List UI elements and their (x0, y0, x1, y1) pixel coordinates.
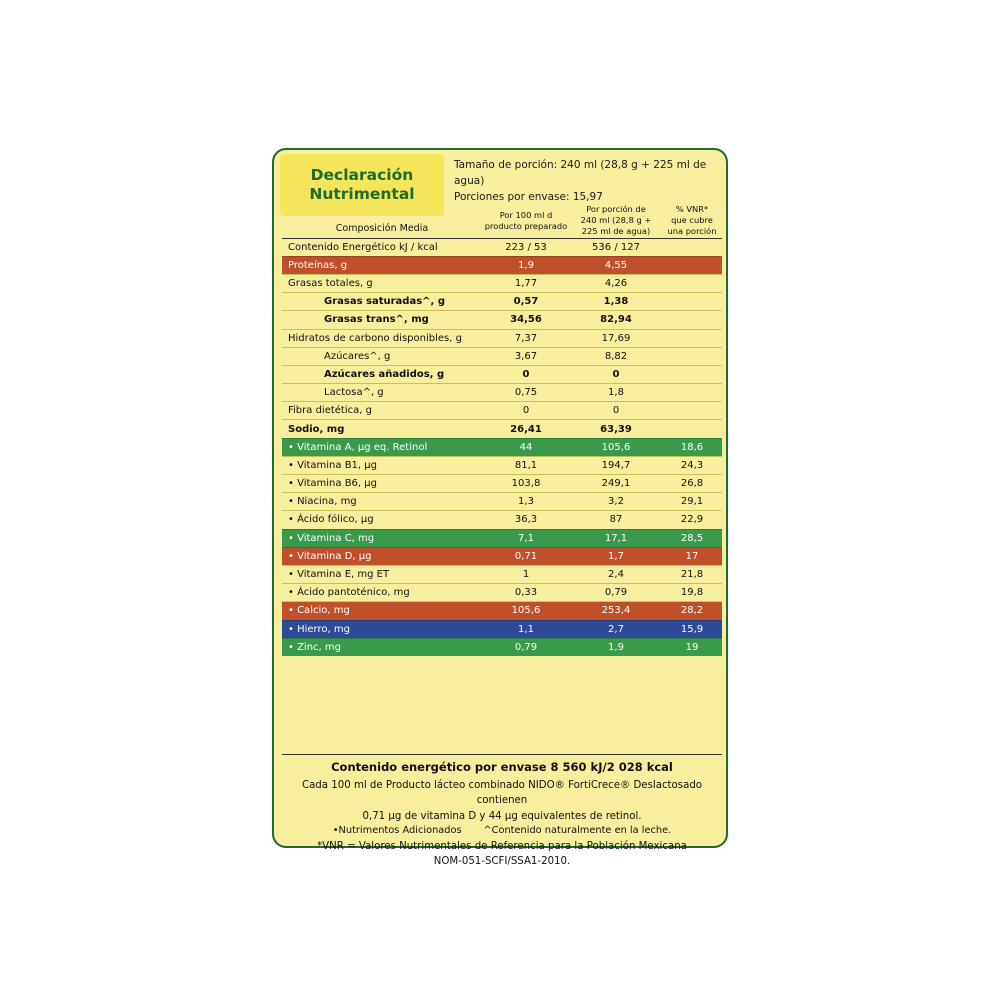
row-value-a: 1,1 (482, 620, 570, 638)
row-value-b: 1,9 (570, 638, 662, 656)
table-row (282, 565, 722, 583)
table-row (282, 329, 722, 347)
row-label: • Calcio, mg (282, 602, 482, 620)
total-energy: Contenido energético por envase 8 560 kJ/2 028 kcal (282, 754, 722, 774)
serving-size: Tamaño de porción: 240 ml (28,8 g + 225 ml de agua) (454, 159, 707, 187)
row-value-b: 105,6 (570, 438, 662, 456)
header-per-100ml-line1: Por 100 ml d (499, 209, 553, 220)
row-value-b: 4,55 (570, 256, 662, 274)
row-value-b: 2,7 (570, 620, 662, 638)
row-value-a: 36,3 (482, 511, 570, 529)
row-label: • Vitamina A, µg eq. Retinol (282, 438, 482, 456)
row-value-a: 34,56 (482, 311, 570, 329)
footnote-2: 0,71 µg de vitamina D y 44 µg equivalentes de retinol. (362, 810, 642, 822)
table-row (282, 529, 722, 547)
table-row (282, 547, 722, 565)
table-row (282, 602, 722, 620)
header-per-100ml (482, 204, 570, 238)
row-value-c: 22,9 (662, 511, 722, 529)
row-value-b: 87 (570, 511, 662, 529)
table-row (282, 293, 722, 311)
row-value-b: 3,2 (570, 493, 662, 511)
footnote-4: *VNR = Valores Nutrimentales de Referencia para la Población Mexicana (317, 840, 687, 852)
row-value-c: 24,3 (662, 456, 722, 474)
row-label: • Zinc, mg (282, 638, 482, 656)
row-value-b: 63,39 (570, 420, 662, 438)
row-value-a: 0,75 (482, 384, 570, 402)
row-value-a: 0,79 (482, 638, 570, 656)
row-value-a: 0 (482, 402, 570, 420)
row-value-c: 17 (662, 547, 722, 565)
row-value-c (662, 402, 722, 420)
row-value-a: 44 (482, 438, 570, 456)
row-label: Lactosa^, g (282, 384, 482, 402)
row-value-b: 17,69 (570, 329, 662, 347)
header-per-100ml-line2: producto preparado (484, 220, 568, 231)
row-value-c: 26,8 (662, 475, 722, 493)
serving-info (454, 158, 722, 205)
header-per-portion (570, 204, 662, 238)
table-row (282, 238, 722, 256)
row-value-a: 3,67 (482, 347, 570, 365)
row-label: Contenido Energético kJ / kcal (282, 238, 482, 256)
row-value-a: 1,77 (482, 274, 570, 292)
footnote-5: NOM-051-SCFI/SSA1-2010. (433, 855, 571, 867)
row-value-c (662, 420, 722, 438)
row-value-a: 1 (482, 565, 570, 583)
header-vnr-line1: % VNR* (675, 204, 709, 214)
row-value-c (662, 384, 722, 402)
row-value-c (662, 238, 722, 256)
row-value-c (662, 311, 722, 329)
table-row (282, 365, 722, 383)
table-row (282, 493, 722, 511)
row-label: • Ácido pantoténico, mg (282, 584, 482, 602)
row-value-a: 103,8 (482, 475, 570, 493)
row-value-b: 4,26 (570, 274, 662, 292)
row-value-a: 7,1 (482, 529, 570, 547)
row-label: Grasas totales, g (282, 274, 482, 292)
row-value-c (662, 365, 722, 383)
row-label: Grasas saturadas^, g (282, 293, 482, 311)
row-value-a: 0,57 (482, 293, 570, 311)
footnote-1: Cada 100 ml de Producto lácteo combinado NIDO® FortiCrece® Deslactosado contienen (301, 780, 703, 807)
row-value-a: 0,33 (482, 584, 570, 602)
table-row (282, 420, 722, 438)
row-value-b: 253,4 (570, 602, 662, 620)
row-value-b: 1,8 (570, 384, 662, 402)
row-value-b: 1,7 (570, 547, 662, 565)
row-label: • Vitamina E, mg ET (282, 565, 482, 583)
row-value-a: 1,9 (482, 256, 570, 274)
row-label: Azúcares añadidos, g (282, 365, 482, 383)
table-row (282, 511, 722, 529)
row-value-c (662, 274, 722, 292)
row-label: • Vitamina B1, µg (282, 456, 482, 474)
row-label: • Vitamina C, mg (282, 529, 482, 547)
row-value-c: 18,6 (662, 438, 722, 456)
table-row (282, 584, 722, 602)
row-value-c: 21,8 (662, 565, 722, 583)
row-label: • Hierro, mg (282, 620, 482, 638)
row-value-a: 7,37 (482, 329, 570, 347)
row-value-a: 81,1 (482, 456, 570, 474)
header-composition: Composición Media (335, 222, 429, 234)
row-value-b: 0 (570, 365, 662, 383)
table-row (282, 274, 722, 292)
header-per-portion-line1: Por porción de (586, 204, 646, 214)
row-value-a: 105,6 (482, 602, 570, 620)
header-per-portion-line3: 225 ml de agua) (581, 226, 651, 237)
table-row (282, 311, 722, 329)
row-value-c: 15,9 (662, 620, 722, 638)
nutrition-table (282, 204, 722, 656)
row-value-b: 0 (570, 402, 662, 420)
table-row (282, 347, 722, 365)
row-value-a: 223 / 53 (482, 238, 570, 256)
header-vnr (662, 204, 722, 238)
header-vnr-line2: que cubre (671, 215, 713, 226)
row-value-b: 194,7 (570, 456, 662, 474)
table-row (282, 475, 722, 493)
row-value-a: 0 (482, 365, 570, 383)
row-value-a: 1,3 (482, 493, 570, 511)
row-value-b: 8,82 (570, 347, 662, 365)
table-header-row (282, 204, 722, 238)
footnote-3 (288, 824, 716, 839)
row-value-c (662, 293, 722, 311)
row-label: • Niacina, mg (282, 493, 482, 511)
row-label: Grasas trans^, mg (282, 311, 482, 329)
row-label: Proteínas, g (282, 256, 482, 274)
row-value-b: 17,1 (570, 529, 662, 547)
table-row (282, 438, 722, 456)
badge-line-2: Nutrimental (309, 185, 415, 203)
row-value-b: 536 / 127 (570, 238, 662, 256)
table-row (282, 384, 722, 402)
table-row (282, 638, 722, 656)
row-label: Azúcares^, g (282, 347, 482, 365)
table-row (282, 456, 722, 474)
header-per-portion-line2: 240 ml (28,8 g + (580, 215, 652, 226)
row-value-a: 0,71 (482, 547, 570, 565)
row-value-b: 2,4 (570, 565, 662, 583)
row-value-b: 249,1 (570, 475, 662, 493)
table-row (282, 256, 722, 274)
servings-per-container: Porciones por envase: 15,97 (454, 190, 603, 203)
row-value-a: 26,41 (482, 420, 570, 438)
row-value-c (662, 256, 722, 274)
badge-line-1: Declaración (310, 165, 414, 184)
row-value-c: 29,1 (662, 493, 722, 511)
footnotes (288, 778, 716, 869)
row-value-c (662, 329, 722, 347)
row-value-c (662, 347, 722, 365)
row-label: Sodio, mg (282, 420, 482, 438)
row-value-c: 19 (662, 638, 722, 656)
row-value-c: 28,2 (662, 602, 722, 620)
row-label: Fibra dietética, g (282, 402, 482, 420)
row-value-b: 1,38 (570, 293, 662, 311)
row-value-c: 28,5 (662, 529, 722, 547)
row-label: • Vitamina D, µg (282, 547, 482, 565)
row-value-b: 82,94 (570, 311, 662, 329)
nutrition-table-wrapper (282, 204, 722, 656)
row-label: • Vitamina B6, µg (282, 475, 482, 493)
table-row (282, 402, 722, 420)
footnote-natural-milk: ^Contenido naturalmente en la leche. (483, 824, 672, 836)
header-vnr-line3: una porción (667, 226, 717, 237)
row-label: Hidratos de carbono disponibles, g (282, 329, 482, 347)
table-row (282, 620, 722, 638)
nutrition-declaration-panel (272, 148, 728, 867)
row-label: • Ácido fólico, µg (282, 511, 482, 529)
footnote-added-nutrients: •Nutrimentos Adicionados (332, 824, 462, 836)
row-value-c: 19,8 (662, 584, 722, 602)
row-value-b: 0,79 (570, 584, 662, 602)
